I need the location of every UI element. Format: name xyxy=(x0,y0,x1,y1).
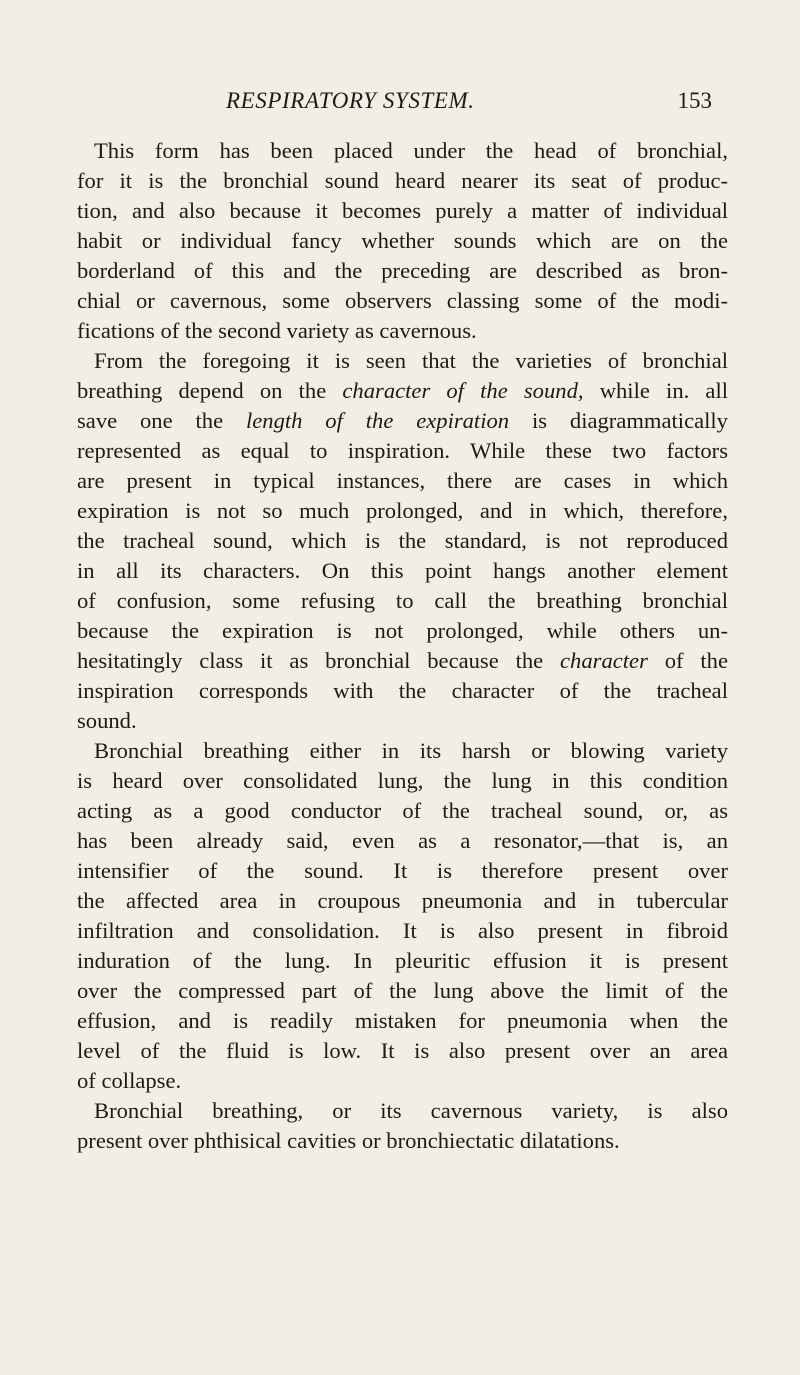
text-line xyxy=(60,946,728,976)
text-line xyxy=(60,526,728,556)
text-line xyxy=(60,226,728,256)
text-run: the tracheal sound, which is the standard, is not reproduced xyxy=(77,528,728,553)
text-run: of the xyxy=(647,648,728,673)
text-line xyxy=(60,436,728,466)
text-line xyxy=(60,856,728,886)
text-run: present over phthisical cavities or bronchiectatic dilatations. xyxy=(77,1128,620,1153)
text-line xyxy=(60,1036,728,1066)
text-run: fications of the second variety as cavernous. xyxy=(77,318,477,343)
text-run: effusion, and is readily mistaken for pneumonia when the xyxy=(77,1008,728,1033)
text-run: sound. xyxy=(77,708,137,733)
text-run: induration of the lung. In pleuritic effusion it is present xyxy=(77,948,728,973)
text-run: the affected area in croupous pneumonia and in tubercular xyxy=(77,888,728,913)
text-run: intensifier of the sound. It is therefore present over xyxy=(77,858,728,883)
paragraph xyxy=(60,346,728,736)
text-line xyxy=(60,346,728,376)
text-run: infiltration and consolidation. It is also present in fibroid xyxy=(77,918,728,943)
paragraph xyxy=(60,1096,728,1156)
text-line xyxy=(60,766,728,796)
text-run: chial or cavernous, some observers classing some of the modi- xyxy=(77,288,728,313)
text-line xyxy=(60,646,728,676)
text-run: in all its characters. On this point hangs another element xyxy=(77,558,728,583)
text-line xyxy=(60,916,728,946)
text-run: is diagrammatically xyxy=(509,408,728,433)
text-line xyxy=(60,1006,728,1036)
text-run: of confusion, some refusing to call the breathing bronchial xyxy=(77,588,728,613)
text-line xyxy=(60,466,728,496)
text-line xyxy=(60,706,728,736)
text-line xyxy=(60,256,728,286)
running-head xyxy=(60,88,740,118)
text-line xyxy=(60,616,728,646)
text-line xyxy=(60,1066,728,1096)
text-line xyxy=(60,376,728,406)
text-run: level of the fluid is low. It is also present over an area xyxy=(77,1038,728,1063)
text-run: expiration is not so much prolonged, and in which, therefore, xyxy=(77,498,728,523)
text-line xyxy=(60,556,728,586)
text-run: habit or individual fancy whether sounds which are on the xyxy=(77,228,728,253)
page-number: 153 xyxy=(677,88,712,113)
text-run: This form has been placed under the head of bronchial, xyxy=(94,138,728,163)
text-line xyxy=(60,676,728,706)
text-line xyxy=(60,586,728,616)
text-run: are present in typical instances, there are cases in which xyxy=(77,468,728,493)
text-run: because the expiration is not prolonged, while others un- xyxy=(77,618,728,643)
text-run: tion, and also because it becomes purely a matter of individual xyxy=(77,198,728,223)
text-line xyxy=(60,826,728,856)
running-title: RESPIRATORY SYSTEM. xyxy=(226,88,475,113)
paragraph xyxy=(60,136,728,346)
text-run: of collapse. xyxy=(77,1068,182,1093)
text-run: Bronchial breathing either in its harsh or blowing variety xyxy=(94,738,728,763)
text-line xyxy=(60,886,728,916)
text-run: inspiration corresponds with the character of the tracheal xyxy=(77,678,728,703)
text-run: for it is the bronchial sound heard nearer its seat of produc- xyxy=(77,168,728,193)
italic-phrase: character xyxy=(560,648,648,673)
text-run: acting as a good conductor of the tracheal sound, or, as xyxy=(77,798,728,823)
text-line xyxy=(60,136,728,166)
text-line xyxy=(60,796,728,826)
body-text xyxy=(60,136,728,1156)
text-line xyxy=(60,1096,728,1126)
text-run: hesitatingly class it as bronchial because the xyxy=(77,648,561,673)
text-run: over the compressed part of the lung above the limit of the xyxy=(77,978,728,1003)
text-line xyxy=(60,406,728,436)
text-line xyxy=(60,736,728,766)
text-run: has been already said, even as a resonator,—that is, an xyxy=(77,828,728,853)
text-run: while in. all xyxy=(583,378,729,403)
text-run: borderland of this and the preceding are described as bron- xyxy=(77,258,728,283)
text-line xyxy=(60,976,728,1006)
text-run: Bronchial breathing, or its cavernous variety, is also xyxy=(94,1098,728,1123)
text-run: breathing depend on the xyxy=(77,378,343,403)
text-line xyxy=(60,316,728,346)
paragraph xyxy=(60,736,728,1096)
text-line xyxy=(60,196,728,226)
text-line xyxy=(60,286,728,316)
text-line xyxy=(60,1126,728,1156)
text-run: is heard over consolidated lung, the lung in this condition xyxy=(77,768,728,793)
italic-phrase: length of the expiration xyxy=(245,408,510,433)
text-run: represented as equal to inspiration. While these two factors xyxy=(77,438,728,463)
text-run: From the foregoing it is seen that the varieties of bronchial xyxy=(94,348,728,373)
text-line xyxy=(60,496,728,526)
text-run: save one the xyxy=(77,408,246,433)
italic-phrase: character of the sound, xyxy=(342,378,584,403)
text-line xyxy=(60,166,728,196)
